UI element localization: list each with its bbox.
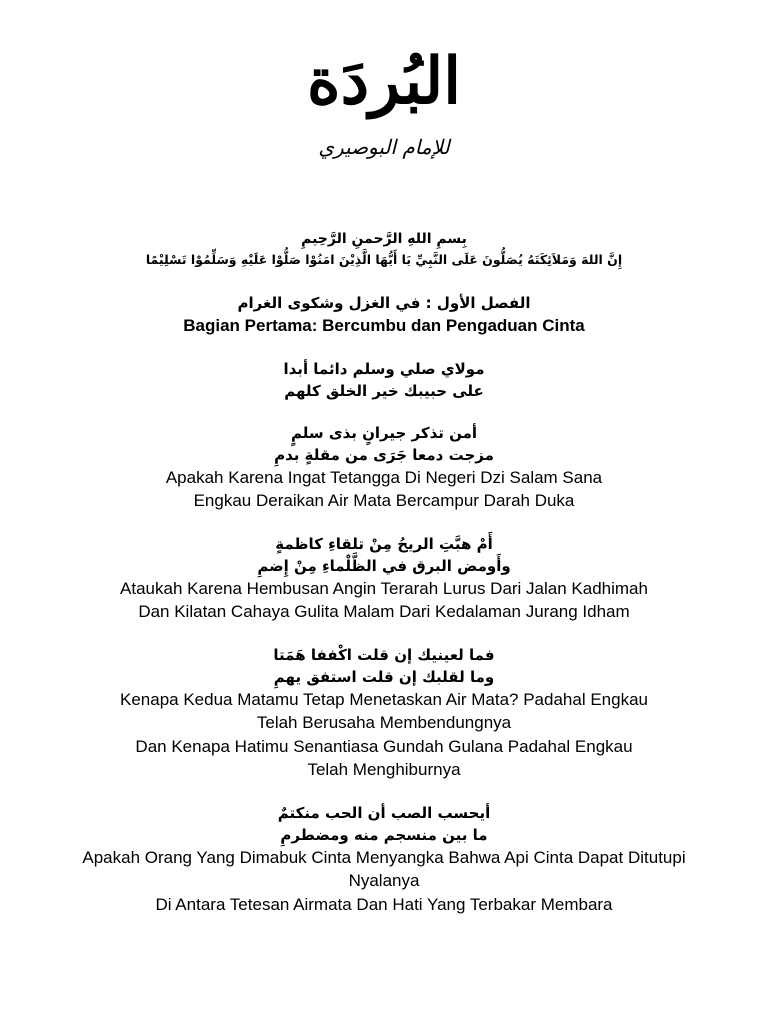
stanza-arabic-line: أيحسب الصب أن الحب منكتمٌ	[277, 803, 491, 822]
salawat-line: مولاي صلي وسلم دائما أبدا	[283, 359, 485, 378]
stanza	[40, 422, 728, 513]
stanza	[40, 644, 728, 782]
stanza-translation-line: Telah Menghiburnya	[307, 760, 461, 779]
stanza-translation-line: Telah Berusaha Membendungnya	[256, 713, 512, 732]
stanza-translation-line: Dan Kenapa Hatimu Senantiasa Gundah Gulana Padahal Engkau	[135, 736, 633, 756]
stanza-translation-line: Engkau Deraikan Air Mata Bercampur Darah Duka	[193, 491, 575, 510]
basmala: بِسمِ اللهِ الرَّحمنِ الرَّحِيمِ	[301, 231, 467, 247]
document-body	[40, 228, 728, 916]
opening-verse: إِنَّ اللهَ وَمَلاَئِكَتَهُ يُصَلُّونَ عَلَى النَّبِيِّ يَا أَيُّهَا الَّذِيْنَ امَنُوْا صَلُّوْا عَلَيْهِ وَسَلِّمُوْا تَسْلِيْمًا	[145, 252, 623, 267]
stanza-translation-line: Ataukah Karena Hembusan Angin Terarah Lurus Dari Jalan Kadhimah	[120, 578, 648, 598]
stanza-translation-line: Nyalanya	[348, 871, 420, 890]
stanza-translation-line: Apakah Karena Ingat Tetangga Di Negeri Dzi Salam Sana	[165, 467, 603, 487]
calligraphy-subtitle: للإمام البوصيري	[318, 135, 450, 159]
stanza-arabic-line: أمن تذكر جيرانٍ بذى سلمٍ	[290, 423, 478, 442]
stanza-translation-line: Di Antara Tetesan Airmata Dan Hati Yang Terbakar Membara	[155, 894, 613, 914]
salawat-line: على حبيبك خير الخلق كلهم	[284, 381, 484, 400]
chapter-heading: Bagian Pertama: Bercumbu dan Pengaduan Cinta	[183, 316, 585, 335]
calligraphy-title: البُردَة	[307, 44, 461, 119]
stanza-translation-line: Dan Kilatan Cahaya Gulita Malam Dari Kedalaman Jurang Idham	[138, 602, 630, 621]
chapter-heading-arabic: الفصل الأول : في الغزل وشكوى الغرام	[237, 294, 531, 312]
stanza-arabic-line: أَمْ هبَّتِ الريحُ مِنْ تلقاءِ كاظمةٍ	[275, 534, 493, 553]
stanza-translation-line: Apakah Orang Yang Dimabuk Cinta Menyangka Bahwa Api Cinta Dapat Ditutupi	[82, 847, 686, 867]
stanza-arabic-line: فما لعينيك إن قلت اكْففا هَمَتا	[273, 645, 495, 664]
stanza-arabic-line: مزجت دمعا جَرَى من مقلةٍ بدمِ	[274, 445, 494, 464]
stanza	[40, 533, 728, 624]
stanza-arabic-line: ما بين منسجم منه ومضطرمِ	[280, 825, 488, 844]
stanza-arabic-line: وأَومض البرق في الظَّلْماءِ مِنْ إِضمِ	[257, 556, 511, 575]
stanza-translation-line: Kenapa Kedua Matamu Tetap Menetaskan Air Mata? Padahal Engkau	[120, 689, 648, 709]
title-block	[0, 40, 768, 162]
stanza-arabic-line: وما لقلبك إن قلت استفق يهمِ	[273, 667, 495, 686]
stanza	[40, 802, 728, 917]
